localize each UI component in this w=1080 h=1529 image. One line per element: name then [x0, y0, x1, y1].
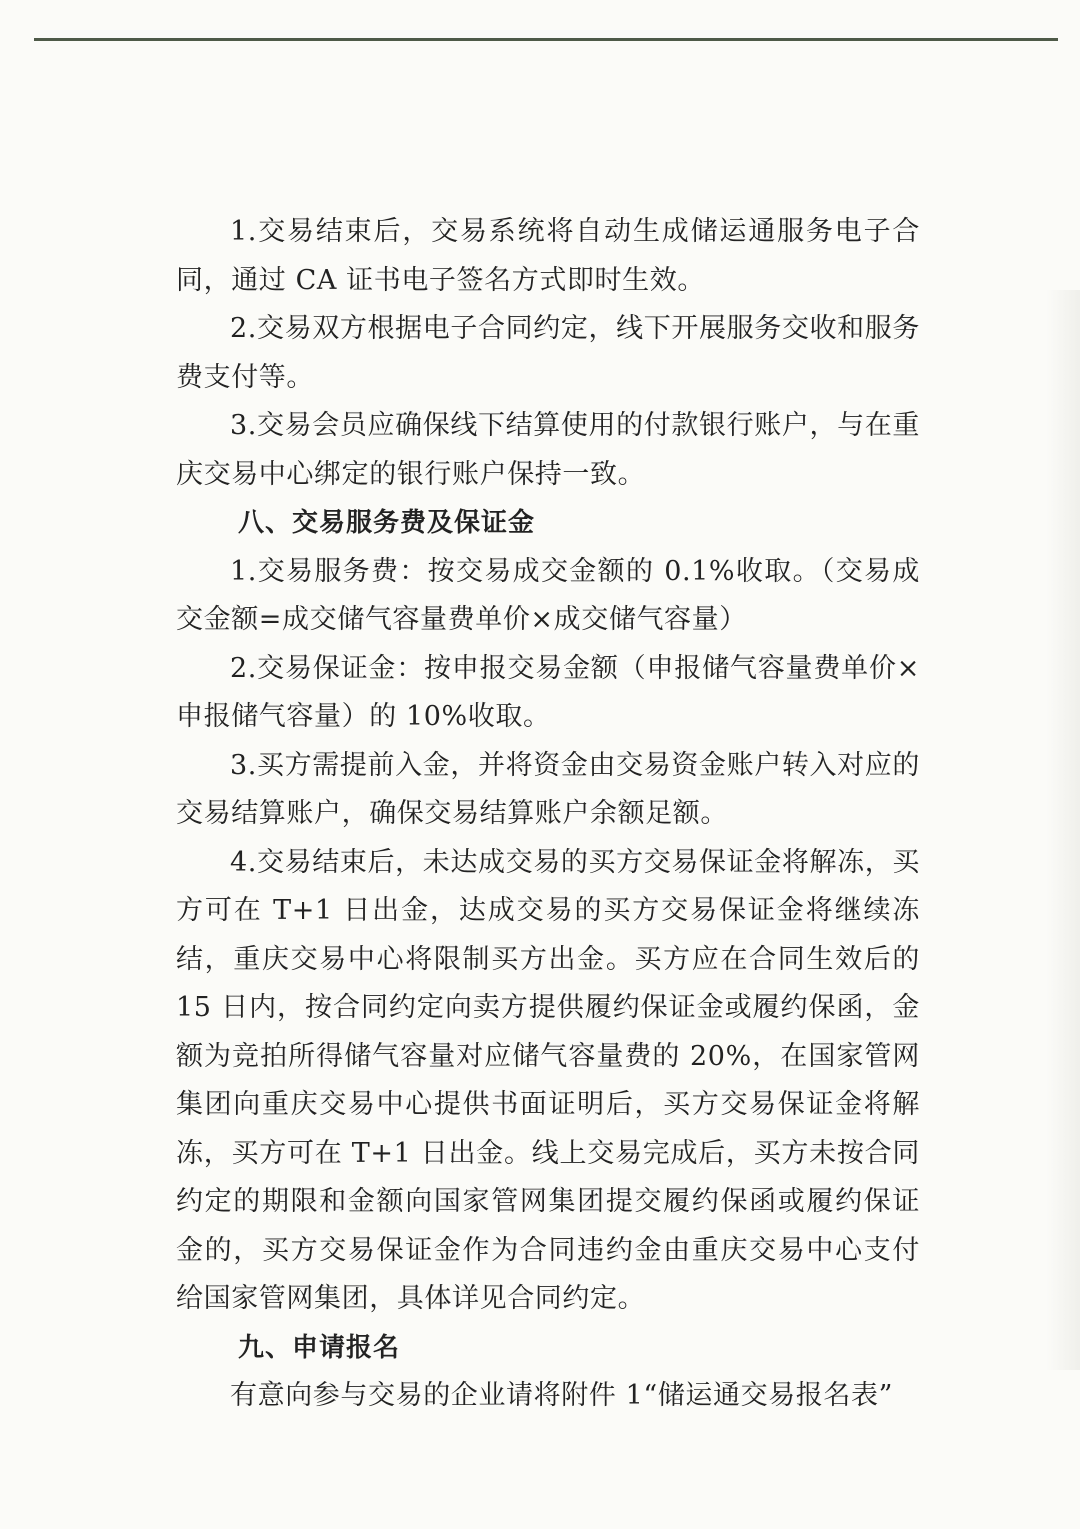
paragraph-7-1: 1.交易结束后，交易系统将自动生成储运通服务电子合同，通过 CA 证书电子签名方式即时生效。 — [176, 216, 920, 296]
paragraph-9-1: 有意向参与交易的企业请将附件 1“储运通交易报名表” — [230, 1380, 893, 1411]
paragraph-8-3: 3.买方需提前入金，并将资金由交易资金账户转入对应的交易结算账户，确保交易结算账户余额足额。 — [176, 749, 920, 829]
paragraph-7-2: 2.交易双方根据电子合同约定，线下开展服务交收和服务费支付等。 — [176, 313, 920, 393]
top-rule — [34, 38, 1058, 41]
section-heading-9: 九、申请报名 — [238, 1332, 401, 1363]
paragraph-8-1: 1.交易服务费：按交易成交金额的 0.1%收取。（交易成交金额=成交储气容量费单价×成交储气容量） — [176, 555, 920, 635]
paragraph-8-2: 2.交易保证金：按申报交易金额（申报储气容量费单价×申报储气容量）的 10%收取。 — [176, 652, 920, 732]
paragraph-7-3: 3.交易会员应确保线下结算使用的付款银行账户，与在重庆交易中心绑定的银行账户保持一致。 — [176, 410, 920, 490]
section-heading-8: 八、交易服务费及保证金 — [238, 508, 536, 538]
paragraph-8-4: 4.交易结束后，未达成交易的买方交易保证金将解冻，买方可在 T+1 日出金，达成交易的买方交易保证金将继续冻结，重庆交易中心将限制买方出金。买方应在合同生效后的 15 日内，按合同约定向卖方提供履约保证金或履约保函，金额为竞拍所得储气容量对应储气容量费的 20%，在国家管网集团向重庆交易中心提供书面证明后，买方交易保证金将解冻，买方可在 T+1 日出金。线上交易完成后，买方未按合同约定的期限和金额向国家管网集团提交履约保函或履约保证金的，买方交易保证金作为合同违约金由重庆交易中心支付给国家管网集团，具体详见合同约定。 — [176, 846, 920, 1314]
document-body — [176, 208, 920, 1421]
page-edge-shadow — [1046, 290, 1080, 1370]
